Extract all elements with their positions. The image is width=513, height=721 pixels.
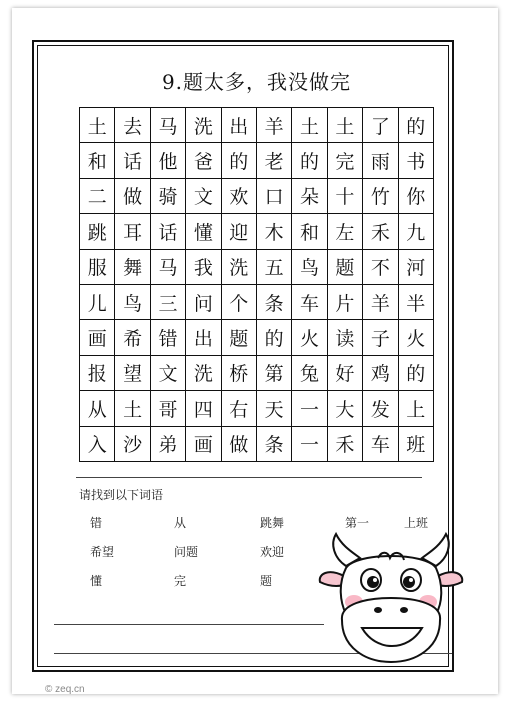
grid-cell[interactable]: 儿 — [80, 285, 115, 320]
word-item: 跳舞 — [260, 516, 285, 530]
grid-cell[interactable]: 错 — [151, 320, 186, 355]
grid-cell[interactable]: 去 — [115, 108, 150, 143]
grid-cell[interactable]: 木 — [257, 214, 292, 249]
grid-cell[interactable]: 洗 — [222, 250, 257, 285]
word-item: 错 — [90, 516, 103, 530]
grid-cell[interactable]: 题 — [328, 250, 363, 285]
word-item: 欢迎 — [260, 545, 285, 559]
grid-cell[interactable]: 从 — [80, 391, 115, 426]
grid-cell[interactable]: 完 — [328, 143, 363, 178]
grid-cell[interactable]: 禾 — [363, 214, 398, 249]
grid-cell[interactable]: 话 — [151, 214, 186, 249]
grid-cell[interactable]: 第 — [257, 356, 292, 391]
grid-cell[interactable]: 文 — [151, 356, 186, 391]
grid-cell[interactable]: 十 — [328, 179, 363, 214]
grid-cell[interactable]: 洗 — [186, 108, 221, 143]
grid-cell[interactable]: 车 — [292, 285, 327, 320]
grid-cell[interactable]: 马 — [151, 250, 186, 285]
grid-cell[interactable]: 鸟 — [292, 250, 327, 285]
grid-cell[interactable]: 耳 — [115, 214, 150, 249]
grid-cell[interactable]: 一 — [292, 391, 327, 426]
grid-cell[interactable]: 好 — [328, 356, 363, 391]
grid-cell[interactable]: 条 — [257, 427, 292, 462]
grid-cell[interactable]: 鸟 — [115, 285, 150, 320]
grid-cell[interactable]: 书 — [399, 143, 434, 178]
grid-cell[interactable]: 题 — [222, 320, 257, 355]
divider — [76, 477, 422, 478]
grid-cell[interactable]: 做 — [222, 427, 257, 462]
word-item: 从 — [174, 516, 187, 530]
grid-cell[interactable]: 条 — [257, 285, 292, 320]
grid-cell[interactable]: 读 — [328, 320, 363, 355]
grid-cell[interactable]: 土 — [80, 108, 115, 143]
grid-cell[interactable]: 画 — [80, 320, 115, 355]
grid-cell[interactable]: 一 — [292, 427, 327, 462]
grid-cell[interactable]: 雨 — [363, 143, 398, 178]
grid-cell[interactable]: 羊 — [363, 285, 398, 320]
grid-cell[interactable]: 鸡 — [363, 356, 398, 391]
grid-cell[interactable]: 你 — [399, 179, 434, 214]
grid-cell[interactable]: 朵 — [292, 179, 327, 214]
grid-cell[interactable]: 骑 — [151, 179, 186, 214]
grid-cell[interactable]: 天 — [257, 391, 292, 426]
grid-cell[interactable]: 半 — [399, 285, 434, 320]
grid-cell[interactable]: 的 — [257, 320, 292, 355]
grid-cell[interactable]: 的 — [399, 108, 434, 143]
grid-cell[interactable]: 上 — [399, 391, 434, 426]
grid-cell[interactable]: 二 — [80, 179, 115, 214]
page-title: 9.题太多，我没做完 — [161, 70, 352, 94]
grid-cell[interactable]: 马 — [151, 108, 186, 143]
word-item: 第一 — [345, 516, 370, 530]
grid-cell[interactable]: 出 — [222, 108, 257, 143]
grid-cell[interactable]: 火 — [292, 320, 327, 355]
word-item: 上班 — [404, 516, 429, 530]
word-item: 懂 — [90, 574, 103, 588]
grid-cell[interactable]: 子 — [363, 320, 398, 355]
grid-cell[interactable]: 哥 — [151, 391, 186, 426]
grid-cell[interactable]: 土 — [115, 391, 150, 426]
grid-cell[interactable]: 的 — [292, 143, 327, 178]
grid-cell[interactable]: 不 — [363, 250, 398, 285]
word-item: 希望 — [90, 545, 115, 559]
grid-cell[interactable]: 的 — [399, 356, 434, 391]
grid-cell[interactable]: 四 — [186, 391, 221, 426]
word-item: 问题 — [174, 545, 199, 559]
answer-line — [54, 624, 324, 625]
watermark: © zeq.cn — [45, 684, 85, 695]
grid-cell[interactable]: 跳 — [80, 214, 115, 249]
grid-cell[interactable]: 他 — [151, 143, 186, 178]
grid-cell[interactable]: 和 — [292, 214, 327, 249]
grid-cell[interactable]: 洗 — [186, 356, 221, 391]
grid-cell[interactable]: 个 — [222, 285, 257, 320]
grid-cell[interactable]: 迎 — [222, 214, 257, 249]
grid-cell[interactable]: 望 — [115, 356, 150, 391]
grid-cell[interactable]: 右 — [222, 391, 257, 426]
grid-cell[interactable]: 爸 — [186, 143, 221, 178]
grid-cell[interactable]: 文 — [186, 179, 221, 214]
grid-cell[interactable]: 老 — [257, 143, 292, 178]
grid-cell[interactable]: 土 — [328, 108, 363, 143]
grid-cell[interactable]: 三 — [151, 285, 186, 320]
grid-cell[interactable]: 大 — [328, 391, 363, 426]
grid-cell[interactable]: 竹 — [363, 179, 398, 214]
grid-cell[interactable]: 出 — [186, 320, 221, 355]
grid-cell[interactable]: 做 — [115, 179, 150, 214]
grid-cell[interactable]: 九 — [399, 214, 434, 249]
grid-cell[interactable]: 画 — [186, 427, 221, 462]
grid-cell[interactable]: 土 — [292, 108, 327, 143]
grid-cell[interactable]: 火 — [399, 320, 434, 355]
grid-cell[interactable]: 五 — [257, 250, 292, 285]
grid-cell[interactable]: 了 — [363, 108, 398, 143]
grid-cell[interactable]: 报 — [80, 356, 115, 391]
grid-cell[interactable]: 希 — [115, 320, 150, 355]
cow-face-icon — [316, 528, 466, 668]
grid-cell[interactable]: 发 — [363, 391, 398, 426]
grid-cell[interactable]: 兔 — [292, 356, 327, 391]
grid-cell[interactable]: 沙 — [115, 427, 150, 462]
grid-cell[interactable]: 车 — [363, 427, 398, 462]
grid-cell[interactable]: 懂 — [186, 214, 221, 249]
word-item: 题 — [260, 574, 273, 588]
grid-cell[interactable]: 服 — [80, 250, 115, 285]
grid-cell[interactable]: 弟 — [151, 427, 186, 462]
character-grid — [79, 107, 434, 462]
grid-cell[interactable]: 和 — [80, 143, 115, 178]
grid-cell[interactable]: 话 — [115, 143, 150, 178]
grid-cell[interactable]: 口 — [257, 179, 292, 214]
grid-cell[interactable]: 班 — [399, 427, 434, 462]
grid-cell[interactable]: 片 — [328, 285, 363, 320]
grid-cell[interactable]: 问 — [186, 285, 221, 320]
instruction-text: 请找到以下词语 — [79, 488, 164, 502]
grid-cell[interactable]: 入 — [80, 427, 115, 462]
grid-cell[interactable]: 河 — [399, 250, 434, 285]
grid-cell[interactable]: 的 — [222, 143, 257, 178]
grid-cell[interactable]: 欢 — [222, 179, 257, 214]
word-item: 完 — [174, 574, 187, 588]
grid-cell[interactable]: 禾 — [328, 427, 363, 462]
grid-cell[interactable]: 舞 — [115, 250, 150, 285]
grid-cell[interactable]: 左 — [328, 214, 363, 249]
grid-cell[interactable]: 羊 — [257, 108, 292, 143]
grid-cell[interactable]: 桥 — [222, 356, 257, 391]
grid-cell[interactable]: 我 — [186, 250, 221, 285]
